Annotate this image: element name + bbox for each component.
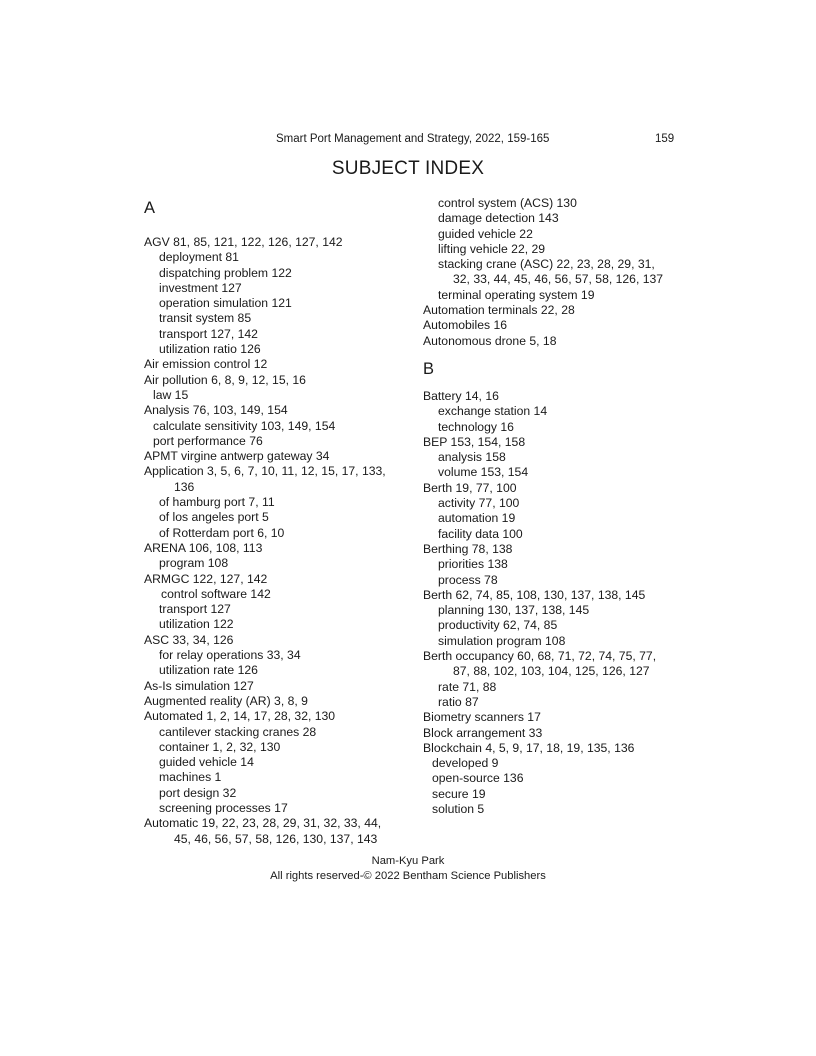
index-entry: Berth 19, 77, 100: [423, 480, 517, 495]
index-subentry: dispatching problem 122: [159, 265, 292, 280]
index-subentry: developed 9: [432, 756, 499, 771]
index-subentry: program 108: [159, 556, 229, 571]
index-entry: APMT virgine antwerp gateway 34: [144, 449, 330, 464]
index-entry: Autonomous drone 5, 18: [423, 333, 557, 348]
index-subentry: volume 153, 154: [438, 465, 529, 480]
index-subentry: open-source 136: [432, 771, 524, 786]
index-subentry: operation simulation 121: [159, 296, 292, 311]
index-entry: BEP 153, 154, 158: [423, 434, 526, 449]
index-subentry: investment 127: [159, 280, 242, 295]
index-subentry: of Rotterdam port 6, 10: [159, 525, 285, 540]
index-subentry: transit system 85: [159, 311, 252, 326]
author-name: Nam-Kyu Park: [371, 855, 445, 867]
index-subentry: activity 77, 100: [438, 496, 520, 511]
index-entry: Air emission control 12: [144, 357, 268, 372]
index-subentry: productivity 62, 74, 85: [438, 618, 558, 633]
index-subentry: for relay operations 33, 34: [159, 648, 301, 663]
index-subentry: secure 19: [432, 786, 486, 801]
index-entry: Berth occupancy 60, 68, 71, 72, 74, 75, 77,: [423, 649, 657, 664]
index-subentry: calculate sensitivity 103, 149, 154: [153, 418, 336, 433]
index-subentry: of los angeles port 5: [159, 510, 269, 525]
index-subentry: ratio 87: [438, 694, 479, 709]
index-entry: Biometry scanners 17: [423, 710, 541, 725]
index-subentry: analysis 158: [438, 450, 506, 465]
index-subentry: guided vehicle 22: [438, 226, 533, 241]
index-subentry: container 1, 2, 32, 130: [159, 739, 281, 754]
index-subentry: exchange station 14: [438, 404, 548, 419]
index-entry: ARMGC 122, 127, 142: [144, 571, 268, 586]
index-subentry: transport 127, 142: [159, 326, 258, 341]
index-entry: Berth 62, 74, 85, 108, 130, 137, 138, 145: [423, 587, 646, 602]
index-entry: Automobiles 16: [423, 318, 508, 333]
index-subentry: transport 127: [159, 602, 231, 617]
index-entry: Block arrangement 33: [423, 725, 543, 740]
index-subentry: technology 16: [438, 419, 514, 434]
index-entry: Augmented reality (AR) 3, 8, 9: [144, 693, 308, 708]
index-subentry: simulation program 108: [438, 633, 566, 648]
index-subentry: process 78: [438, 572, 498, 587]
index-entry: ARENA 106, 108, 113: [144, 540, 263, 555]
index-subentry: port performance 76: [153, 433, 263, 448]
section-letter-a: A: [144, 199, 156, 217]
index-subentry: control software 142: [161, 586, 271, 601]
index-entry: As-Is simulation 127: [144, 678, 254, 693]
index-subentry: of hamburg port 7, 11: [159, 495, 275, 510]
index-column-right: [423, 196, 673, 817]
page-title: SUBJECT INDEX: [331, 158, 485, 179]
index-subentry: facility data 100: [438, 526, 523, 541]
index-entry: Automatic 19, 22, 23, 28, 29, 31, 32, 33, 44,: [144, 816, 382, 831]
index-subentry: utilization rate 126: [159, 663, 258, 678]
running-header: [0, 133, 816, 149]
index-subentry: lifting vehicle 22, 29: [438, 241, 546, 256]
page-footer: [0, 854, 816, 883]
index-entry: ASC 33, 34, 126: [144, 632, 234, 647]
index-subentry: machines 1: [159, 770, 222, 785]
index-subentry: stacking crane (ASC) 22, 23, 28, 29, 31,: [438, 257, 655, 272]
index-entry: Air pollution 6, 8, 9, 12, 15, 16: [144, 372, 306, 387]
index-subentry: automation 19: [438, 511, 516, 526]
index-subentry: port design 32: [159, 785, 237, 800]
index-continuation: 45, 46, 56, 57, 58, 126, 130, 137, 143: [174, 831, 378, 846]
index-entry: Automation terminals 22, 28: [423, 303, 575, 318]
index-continuation: 87, 88, 102, 103, 104, 125, 126, 127: [453, 664, 650, 679]
index-subentry: utilization ratio 126: [159, 342, 261, 357]
index-entry: Berthing 78, 138: [423, 541, 513, 556]
index-entry: Blockchain 4, 5, 9, 17, 18, 19, 135, 136: [423, 740, 635, 755]
index-entry: Application 3, 5, 6, 7, 10, 11, 12, 15, 17, 133,: [144, 464, 386, 479]
index-subentry: control system (ACS) 130: [438, 196, 577, 210]
index-column-left: [144, 196, 414, 847]
journal-citation: Smart Port Management and Strategy, 2022, 159-165: [276, 133, 550, 145]
index-continuation: 136: [174, 479, 195, 494]
index-subentry: planning 130, 137, 138, 145: [438, 603, 590, 618]
index-subentry: deployment 81: [159, 250, 239, 265]
index-entry: Analysis 76, 103, 149, 154: [144, 403, 288, 418]
index-subentry: guided vehicle 14: [159, 755, 254, 770]
index-subentry: damage detection 143: [438, 211, 559, 226]
index-subentry: rate 71, 88: [438, 679, 497, 694]
index-entry: Battery 14, 16: [423, 388, 499, 403]
index-subentry: terminal operating system 19: [438, 287, 595, 302]
index-subentry: utilization 122: [159, 617, 234, 632]
index-subentry: law 15: [153, 387, 189, 402]
index-subentry: priorities 138: [438, 557, 508, 572]
index-entry: Automated 1, 2, 14, 17, 28, 32, 130: [144, 709, 336, 724]
section-letter-b: B: [423, 359, 435, 378]
copyright-notice: All rights reserved-© 2022 Bentham Science Publishers: [270, 869, 546, 882]
index-subentry: screening processes 17: [159, 800, 288, 815]
index-continuation: 32, 33, 44, 45, 46, 56, 57, 58, 126, 137: [453, 272, 664, 287]
index-entry: AGV 81, 85, 121, 122, 126, 127, 142: [144, 235, 343, 249]
index-subentry: solution 5: [432, 801, 485, 816]
page-number: 159: [655, 133, 675, 145]
index-subentry: cantilever stacking cranes 28: [159, 724, 317, 739]
